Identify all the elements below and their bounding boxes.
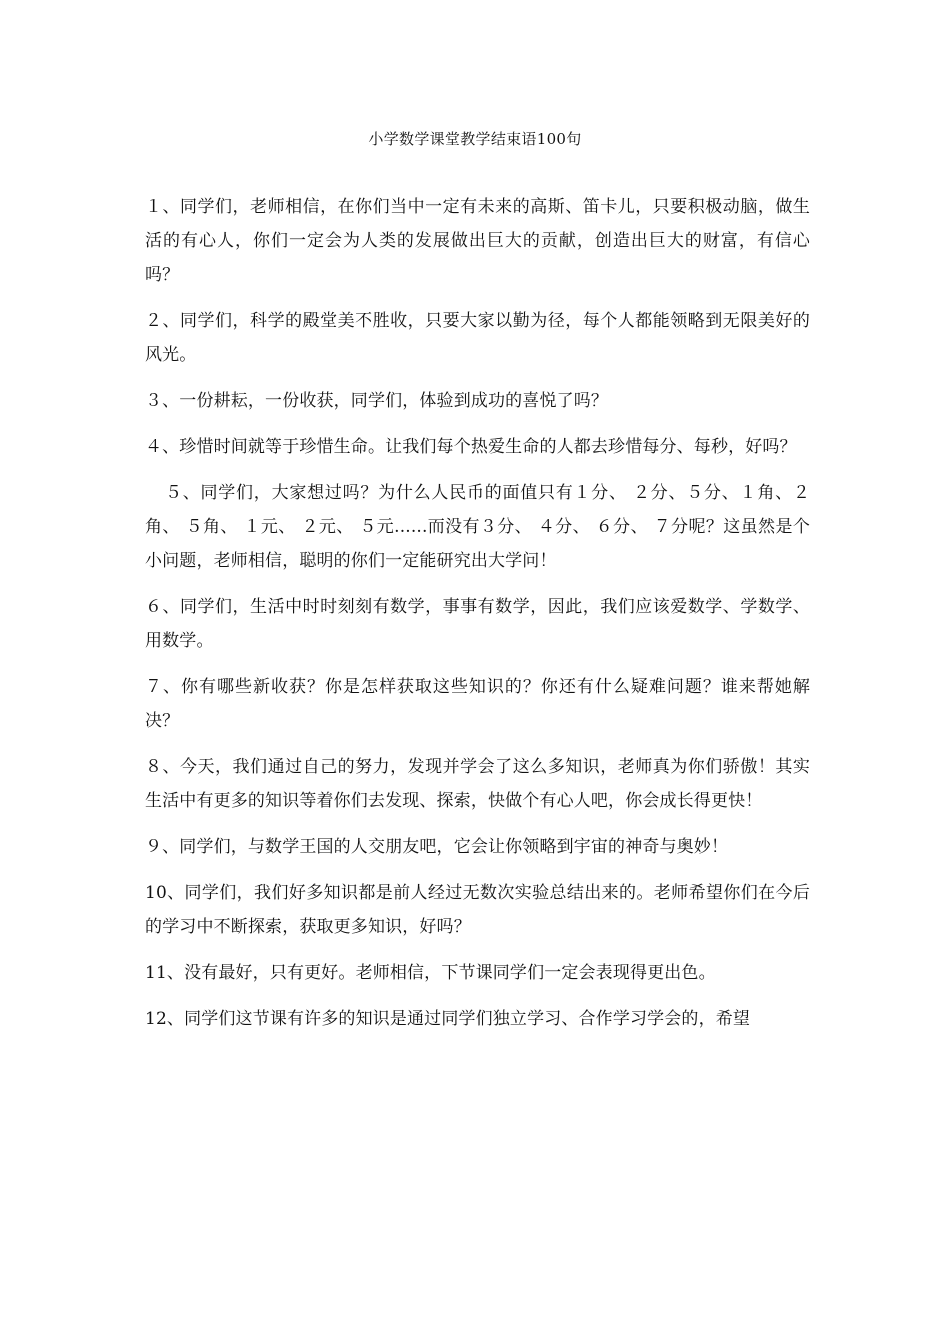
paragraph-9: ９、同学们，与数学王国的人交朋友吧，它会让你领略到宇宙的神奇与奥妙！	[145, 837, 729, 857]
paragraph-4: ４、珍惜时间就等于珍惜生命。让我们每个热爱生命的人都去珍惜每分、每秒，好吗？	[145, 437, 797, 457]
paragraph-5: ５、同学们，大家想过吗？为什么人民币的面值只有１分、 ２分、５分、１角、２角、 ５角、 １元、 ２元、 ５元......而没有３分、 ４分、 ６分、 ７分呢？这虽然是个小问题，老师相信，聪明的你们一定能研究出大学问！	[145, 483, 810, 571]
paragraph-12: 12、同学们这节课有许多的知识是通过同学们独立学习、合作学习学会的，希望	[145, 1009, 751, 1029]
document-body	[145, 190, 810, 1048]
paragraph-7: ７、你有哪些新收获？你是怎样获取这些知识的？你还有什么疑难问题？谁来帮她解决？	[145, 677, 810, 731]
document-title: 小学数学课堂教学结束语100句	[368, 130, 582, 148]
paragraph-6: ６、同学们，生活中时时刻刻有数学，事事有数学，因此，我们应该爱数学、学数学、用数学。	[145, 597, 810, 651]
paragraph-8: ８、今天，我们通过自己的努力，发现并学会了这么多知识，老师真为你们骄傲！其实生活中有更多的知识等着你们去发现、探索，快做个有心人吧，你会成长得更快！	[145, 757, 810, 811]
paragraph-11: 11、没有最好，只有更好。老师相信，下节课同学们一定会表现得更出色。	[145, 963, 716, 983]
paragraph-2: ２、同学们，科学的殿堂美不胜收，只要大家以勤为径，每个人都能领略到无限美好的风光。	[145, 311, 810, 365]
paragraph-3: ３、一份耕耘，一份收获，同学们，体验到成功的喜悦了吗？	[145, 391, 609, 411]
paragraph-10: 10、同学们，我们好多知识都是前人经过无数次实验总结出来的。老师希望你们在今后的学习中不断探索，获取更多知识，好吗？	[145, 883, 810, 937]
paragraph-1: １、同学们，老师相信，在你们当中一定有未来的高斯、笛卡儿，只要积极动脑，做生活的有心人，你们一定会为人类的发展做出巨大的贡献，创造出巨大的财富，有信心吗？	[145, 197, 810, 285]
